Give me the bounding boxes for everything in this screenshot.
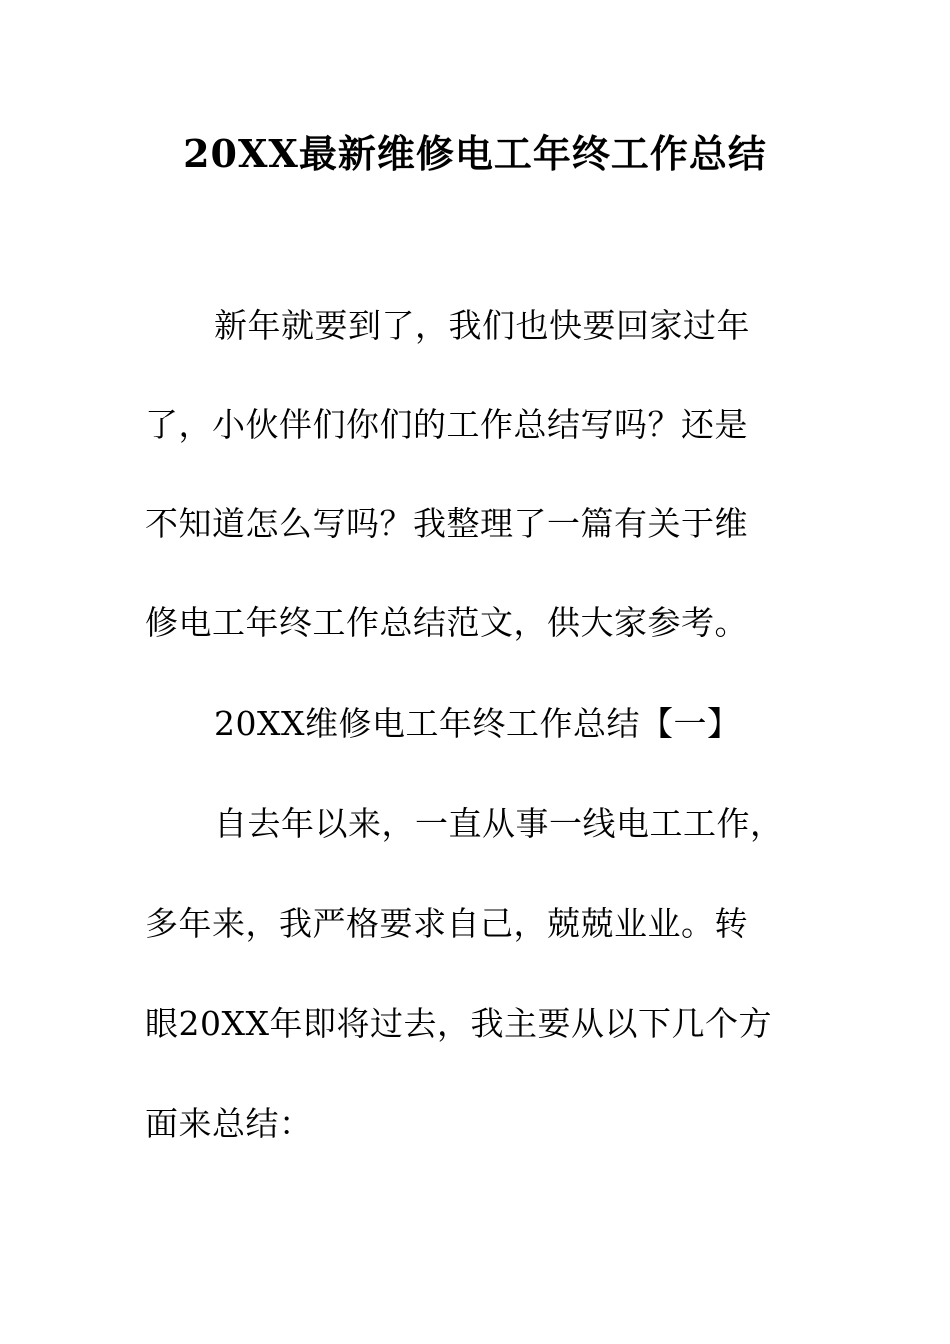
paragraph-1-line-1: 新年就要到了，我们也快要回家过年 <box>214 306 750 345</box>
paragraph-2-line-4: 面来总结： <box>145 1104 313 1143</box>
document-title: 20XX最新维修电工年终工作总结 <box>183 131 767 176</box>
paragraph-2-line-1: 自去年以来，一直从事一线电工工作， <box>214 804 784 843</box>
paragraph-1-line-4: 修电工年终工作总结范文，供大家参考。 <box>145 603 748 642</box>
paragraph-2-line-2: 多年来，我严格要求自己，兢兢业业。转 <box>145 904 748 943</box>
section-heading: 20XX维修电工年终工作总结【一】 <box>214 704 741 743</box>
paragraph-1-line-2: 了，小伙伴们你们的工作总结写吗？还是 <box>145 405 748 444</box>
paragraph-1-line-3: 不知道怎么写吗？我整理了一篇有关于维 <box>145 504 748 543</box>
paragraph-2-line-3: 眼20XX年即将过去，我主要从以下几个方 <box>145 1004 772 1043</box>
